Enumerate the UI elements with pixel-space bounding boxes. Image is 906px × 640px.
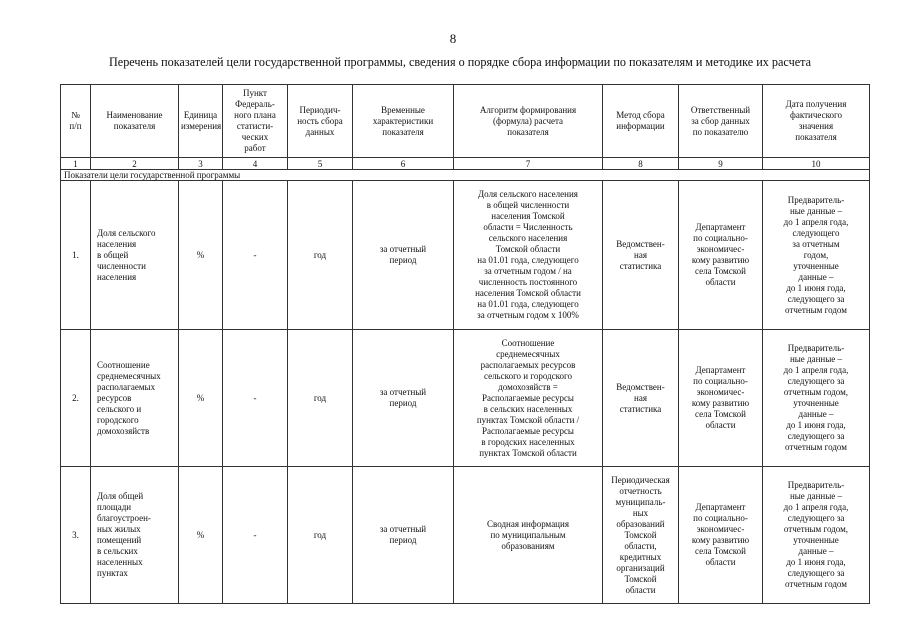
column-number: 4 [223, 158, 288, 170]
column-header: Алгоритм формирования (формула) расчета показателя [454, 85, 603, 158]
column-number: 5 [288, 158, 353, 170]
periodicity-cell: год [288, 467, 353, 604]
time-characteristic-cell: за отчетный период [353, 467, 454, 604]
table-row [61, 330, 870, 467]
column-number: 10 [763, 158, 870, 170]
column-number: 1 [61, 158, 91, 170]
table-row [61, 181, 870, 330]
date-cell: Предваритель- ные данные – до 1 апреля года, следующего за отчетным годом, уточненные данные – до 1 июня года, следующего за отчетным годом [763, 181, 870, 330]
date-cell: Предваритель- ные данные – до 1 апреля года, следующего за отчетным годом, уточненные данные – до 1 июня года, следующего за отчетным годом [763, 467, 870, 604]
time-characteristic-cell: за отчетный период [353, 181, 454, 330]
row-number: 3. [61, 467, 91, 604]
unit-cell: % [179, 181, 223, 330]
column-header: Дата получения фактического значения показателя [763, 85, 870, 158]
column-header: № п/п [61, 85, 91, 158]
federal-plan-cell: - [223, 467, 288, 604]
document-title: Перечень показателей цели государственной программы, сведения о порядке сбора информации по показателям и методике их расчета [109, 55, 811, 69]
collection-method-cell: Периодическая отчетность муниципаль- ных образований Томской области, кредитных организаций Томской области [603, 467, 679, 604]
column-header: Пункт Федераль- ного плана статисти- ческих работ [223, 85, 288, 158]
date-cell: Предваритель- ные данные – до 1 апреля года, следующего за отчетным годом, уточненные данные – до 1 июня года, следующего за отчетным годом [763, 330, 870, 467]
column-number: 8 [603, 158, 679, 170]
responsible-cell: Департамент по социально- экономичес- кому развитию села Томской области [679, 330, 763, 467]
periodicity-cell: год [288, 330, 353, 467]
algorithm-cell: Доля сельского населения в общей численности населения Томской области = Численность сельского населения Томской области на 01.01 года, следующего за отчетным годом / на численность постоянного населения Томской области на 01.01 года, следующего за отчетным годом х 100% [454, 181, 603, 330]
table-row [61, 467, 870, 604]
column-number: 6 [353, 158, 454, 170]
row-number: 1. [61, 181, 91, 330]
column-header: Единица измерения [179, 85, 223, 158]
algorithm-cell: Соотношение среднемесячных располагаемых ресурсов сельского и городского домохозяйств = Располагаемые ресурсы в сельских населенных пунктах Томской области / Располагаемые ресурсы в городских населенных пунктах Томской области [454, 330, 603, 467]
column-header: Наименование показателя [91, 85, 179, 158]
unit-cell: % [179, 467, 223, 604]
collection-method-cell: Ведомствен- ная статистика [603, 330, 679, 467]
column-number: 9 [679, 158, 763, 170]
column-number: 7 [454, 158, 603, 170]
column-header: Периодич- ность сбора данных [288, 85, 353, 158]
indicator-name: Доля общей площади благоустроен- ных жилых помещений в сельских населенных пунктах [91, 467, 179, 604]
column-number-row [61, 158, 870, 170]
indicator-name: Соотношение среднемесячных располагаемых ресурсов сельского и городского домохозяйств [91, 330, 179, 467]
row-number: 2. [61, 330, 91, 467]
column-header: Метод сбора информации [603, 85, 679, 158]
unit-cell: % [179, 330, 223, 467]
responsible-cell: Департамент по социально- экономичес- кому развитию села Томской области [679, 181, 763, 330]
column-number: 3 [179, 158, 223, 170]
column-header: Ответственный за сбор данных по показателю [679, 85, 763, 158]
section-title: Показатели цели государственной программы [61, 170, 870, 181]
federal-plan-cell: - [223, 330, 288, 467]
section-row [61, 170, 870, 181]
indicator-name: Доля сельского населения в общей численности населения [91, 181, 179, 330]
column-header: Временные характеристики показателя [353, 85, 454, 158]
time-characteristic-cell: за отчетный период [353, 330, 454, 467]
federal-plan-cell: - [223, 181, 288, 330]
algorithm-cell: Сводная информация по муниципальным образованиям [454, 467, 603, 604]
column-number: 2 [91, 158, 179, 170]
periodicity-cell: год [288, 181, 353, 330]
responsible-cell: Департамент по социально- экономичес- кому развитию села Томской области [679, 467, 763, 604]
table-header-row [61, 85, 870, 158]
page-number: 8 [449, 31, 457, 46]
indicators-table [60, 84, 870, 604]
collection-method-cell: Ведомствен- ная статистика [603, 181, 679, 330]
